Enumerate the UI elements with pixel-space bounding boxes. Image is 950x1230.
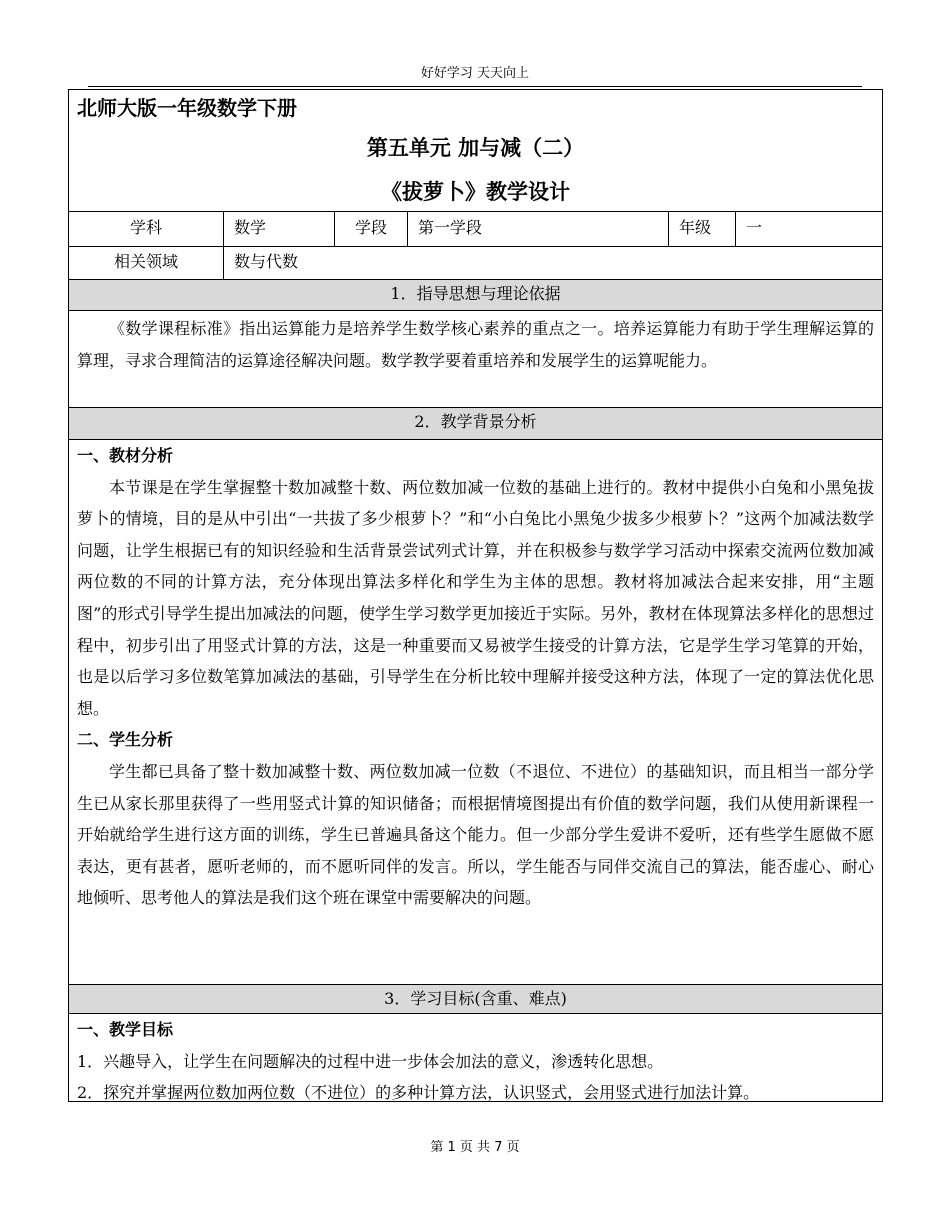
page-header: 好好学习 天天向上 bbox=[420, 66, 530, 81]
unit-title: 第五单元 加与减（二） bbox=[366, 136, 585, 160]
teaching-goals-heading: 一、教学目标 bbox=[77, 1020, 174, 1039]
textbook-analysis-text: 本节课是在学生掌握整十数加减整十数、两位数加减一位数的基础上进行的。教材中提供小白兔和小黑兔拔萝卜的情境，目的是从中引出“一共拔了多少根萝卜？”和“小白兔比小黑兔少拔多少根萝卜？”这两个加减法数学问题，让学生根据已有的知识经验和生活背景尝试列式计算，并在积极参与数学学习活动中探索交流两位数加减两位数的不同的计算方法，充分体现出算法多样化和学生为主体的思想。教材将加减法合起来安排，用“主题图”的形式引导学生提出加减法的问题，使学生学习数学更加接近于实际。另外，教材在体现算法多样化的思想过程中，初步引出了用竖式计算的方法，这是一种重要而又易被学生接受的计算方法，它是学生学习笔算的开始，也是以后学习多位数笔算加减法的基础，引导学生在分析比较中理解并接受这种方法，体现了一定的算法优化思想。 bbox=[77, 477, 874, 718]
subject-value: 数学 bbox=[224, 212, 335, 246]
goal-item-2: 2．探究并掌握两位数加两位数（不进位）的多种计算方法，认识竖式，会用竖式进行加法计算。 bbox=[77, 1083, 760, 1103]
info-row-2 bbox=[69, 247, 882, 280]
lesson-plan-table bbox=[68, 89, 883, 1102]
book-title: 北师大版一年级数学下册 bbox=[77, 96, 297, 120]
section-3-content bbox=[77, 1014, 874, 1109]
student-analysis-heading: 二、学生分析 bbox=[77, 730, 174, 750]
section-3-body bbox=[69, 1014, 882, 1102]
section-1-body bbox=[69, 311, 882, 408]
section-1-header: 1．指导思想与理论依据 bbox=[69, 280, 882, 311]
section-2-content bbox=[77, 440, 874, 914]
grade-value: 一 bbox=[746, 218, 763, 237]
section-2-header: 2．教学背景分析 bbox=[69, 408, 882, 440]
info-row-1 bbox=[69, 212, 882, 247]
title-block bbox=[69, 90, 882, 212]
goal-item-1: 1．兴趣导入，让学生在问题解决的过程中进一步体会加法的意义，渗透转化思想。 bbox=[77, 1051, 664, 1071]
textbook-analysis-heading: 一、教材分析 bbox=[77, 446, 174, 465]
domain-value: 数与代数 bbox=[234, 252, 299, 271]
stage-value: 第一学段 bbox=[408, 212, 669, 246]
student-analysis-text: 学生都已具备了整十数加减整十数、两位数加减一位数（不退位、不进位）的基础知识，而且相当一部分学生已从家长那里获得了一些用竖式计算的知识储备；而根据情境图提出有价值的数学问题，我们从使用新课程一开始就给学生进行这方面的训练，学生已普遍具备这个能力。但一少部分学生爱讲不爱听，还有些学生愿做不愿表达，更有甚者，愿听老师的，而不愿听同伴的发言。所以，学生能否与同伴交流自己的算法，能否虚心、耐心地倾听、思考他人的算法是我们这个班在课堂中需要解决的问题。 bbox=[77, 761, 874, 908]
section-1-text: 《数学课程标准》指出运算能力是培养学生数学核心素养的重点之一。培养运算能力有助于学生理解运算的算理，寻求合理简洁的运算途径解决问题。数学教学要着重培养和发展学生的运算呢能力。 bbox=[77, 319, 874, 370]
domain-label: 相关领域 bbox=[69, 247, 224, 279]
page-footer: 第 1 页 共 7 页 bbox=[430, 1140, 520, 1155]
section-3-header: 3．学习目标(含重、难点) bbox=[69, 984, 882, 1014]
grade-label: 年级 bbox=[669, 212, 736, 246]
stage-label: 学段 bbox=[335, 212, 408, 246]
lesson-title: 《拔萝卜》教学设计 bbox=[381, 180, 570, 204]
section-2-body bbox=[69, 440, 882, 984]
header-rule bbox=[88, 86, 862, 87]
subject-label: 学科 bbox=[69, 212, 224, 246]
